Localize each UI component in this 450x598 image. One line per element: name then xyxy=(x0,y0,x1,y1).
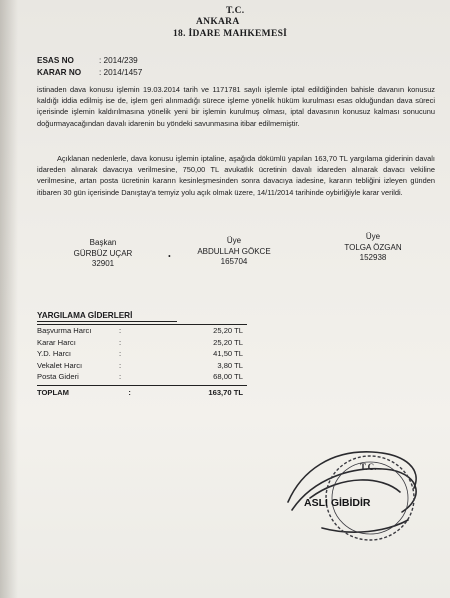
body-paragraph-2: Açıklanan nedenlerle, dava konusu işlemin iptaline, aşağıda dökümlü yapılan 163,70 TL yargılama giderinin davalı idareden alınarak davacıya verilmesine, 750,00 TL avukatlık ücretinin davalı idareden alınarak davacı vekiline verilmesine, artan posta ücretinin kararın kesinleşmesinden sonra davacıya iadesine, kararın tebliğini izleyen günden itibaren 30 gün içerisinde Danıştay'a temyiz yolu açık olmak üzere, 14/11/2014 tarihinde oybirliğiyle karar verildi. xyxy=(37,154,435,197)
cost-value: 68,00 TL xyxy=(213,372,243,382)
karar-value: : 2014/1457 xyxy=(99,68,143,77)
header-court: 18. İDARE MAHKEMESİ xyxy=(173,29,288,39)
body-paragraph-1: istinaden dava konusu işlemin 19.03.2014 tarih ve 1171781 sayılı işlemle iptal edildiğinden bahisle davanın konusuz kaldığı iddia edilmiş ise de, işlem geri alınmadığı sürece işleme yönelik hüküm kurulması esas olduğundan dava süreci içerisinde işlemin kaldırılmasına yönelik yeni bir işlemin kurulmuş olması, iptal davasının konusuz kalması sonucunu doğurmayacağından davalı idarenin bu yöndeki savunmasına itibar edilmemiştir. xyxy=(37,85,435,128)
total-row xyxy=(37,386,257,399)
table-row xyxy=(37,337,257,349)
esas-value: : 2014/239 xyxy=(99,56,138,65)
signature-block-member-1 xyxy=(184,236,284,268)
cost-value: 41,50 TL xyxy=(213,349,243,359)
signature-block-member-2 xyxy=(328,232,418,264)
cost-name: Başvurma Harcı xyxy=(37,326,92,336)
cost-value: 3,80 TL xyxy=(217,360,243,370)
signature-number: 32901 xyxy=(91,259,115,268)
cost-colon: : xyxy=(119,360,122,370)
signature-number: 152938 xyxy=(359,253,387,262)
signature-role: Üye xyxy=(365,232,381,241)
stamp-name-text: ASLI GİBİDİR xyxy=(304,497,371,509)
cost-colon: : xyxy=(119,326,122,336)
cost-name: Posta Gideri xyxy=(37,372,79,382)
signature-role: Üye xyxy=(226,236,242,245)
page-shadow xyxy=(0,0,18,598)
cost-colon: : xyxy=(119,349,122,359)
cost-name: Karar Harcı xyxy=(37,337,76,347)
stamp-top-text: T.C. xyxy=(360,462,377,472)
costs-title: YARGILAMA GİDERLERİ xyxy=(37,311,177,322)
signature-name: GÜRBÜZ UÇAR xyxy=(73,248,133,258)
cost-value: 25,20 TL xyxy=(213,326,243,336)
table-row xyxy=(37,325,257,337)
cost-name: Y.D. Harcı xyxy=(37,349,72,359)
cost-colon: : xyxy=(119,337,122,347)
total-value: 163,70 TL xyxy=(208,387,243,397)
header-tc: T.C. xyxy=(226,6,245,16)
signature-name: ABDULLAH GÖKCE xyxy=(197,246,271,256)
table-row xyxy=(37,371,257,383)
karar-label: KARAR NO xyxy=(37,68,82,77)
separator-dot: • xyxy=(168,252,171,261)
total-colon: : xyxy=(128,387,131,397)
esas-label: ESAS NO xyxy=(37,56,74,65)
signature-block-president xyxy=(58,238,148,270)
table-row xyxy=(37,348,257,360)
costs-table xyxy=(37,311,257,399)
signature-role: Başkan xyxy=(89,238,117,247)
signature-name: TOLGA ÖZGAN xyxy=(344,242,402,252)
cost-name: Vekalet Harcı xyxy=(37,360,83,370)
header-city: ANKARA xyxy=(196,17,240,27)
total-label: TOPLAM : xyxy=(37,387,131,397)
cost-colon: : xyxy=(119,372,122,382)
signature-number: 165704 xyxy=(220,257,248,266)
court-stamp xyxy=(282,440,432,550)
cost-value: 25,20 TL xyxy=(213,337,243,347)
table-row xyxy=(37,360,257,372)
